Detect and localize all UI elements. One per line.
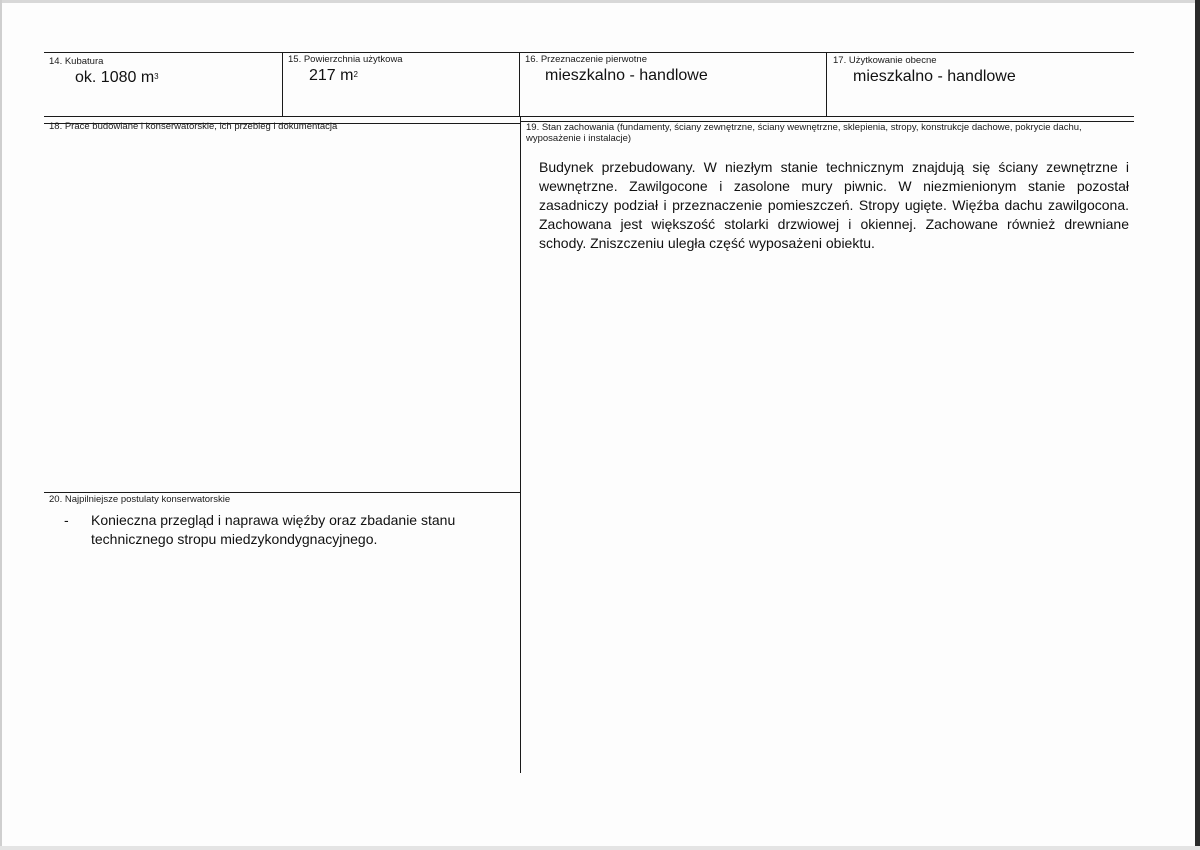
field20-bullet: - bbox=[64, 512, 69, 528]
scan-edge-bottom bbox=[0, 846, 1200, 850]
field19-text: Budynek przebudowany. W niezłym stanie technicznym znajdują się ściany zewnętrzne i wewnętrzne. Zawilgocone i zasolone mury piwnic. W niezmienionym stanie pozostał zasadniczy podział i przeznaczenie pomieszczeń. Stropy ugięte. Więźba dachu zawilgocona. Zachowana jest większość stolarki drzwiowej i okiennej. Zachowane również drewniane schody. Zniszczeniu uległa część wyposażeni obiektu. bbox=[539, 159, 1129, 251]
top-row-border bbox=[44, 52, 1134, 53]
top-row-bottom-border bbox=[44, 116, 1134, 117]
field18-label: 18. Prace budowlane i konserwatorskie, ich przebieg i dokumentacja bbox=[49, 121, 338, 132]
field14-value bbox=[75, 69, 159, 87]
scan-edge-left bbox=[0, 0, 2, 850]
field14-value-text: ok. 1080 m bbox=[75, 69, 155, 86]
divider-14-15 bbox=[282, 52, 283, 117]
field14-label: 14. Kubatura bbox=[49, 56, 104, 67]
field14-unit-exponent: 3 bbox=[154, 72, 159, 81]
field16-value: mieszkalno - handlowe bbox=[545, 67, 708, 84]
divider-16-17 bbox=[826, 52, 827, 117]
field16-label: 16. Przeznaczenie pierwotne bbox=[525, 54, 647, 65]
field20-text: Konieczna przegląd i naprawa więźby oraz zbadanie stanu technicznego stropu miedzykondygnacyjnego. bbox=[91, 512, 456, 547]
main-column-divider bbox=[520, 117, 521, 773]
field15-value bbox=[309, 67, 358, 85]
field15-value-text: 217 m bbox=[309, 67, 354, 84]
field17-label: 17. Użytkowanie obecne bbox=[833, 55, 937, 66]
divider-15-16 bbox=[519, 52, 520, 117]
scan-edge-top bbox=[0, 0, 1200, 3]
field20-label: 20. Najpilniejsze postulaty konserwatorskie bbox=[49, 494, 231, 505]
field17-value: mieszkalno - handlowe bbox=[853, 68, 1016, 85]
field15-unit-exponent: 2 bbox=[353, 70, 358, 79]
field19-label: 19. Stan zachowania (fundamenty, ściany zewnętrzne, ściany wewnętrzne, sklepienia, stropy, konstrukcje dachowe, pokrycie dachu, wyposażenie i instalacje) bbox=[526, 122, 1082, 144]
scan-edge-right bbox=[1195, 0, 1200, 850]
field15-label: 15. Powierzchnia użytkowa bbox=[288, 54, 403, 65]
section20-top-border bbox=[44, 492, 521, 493]
